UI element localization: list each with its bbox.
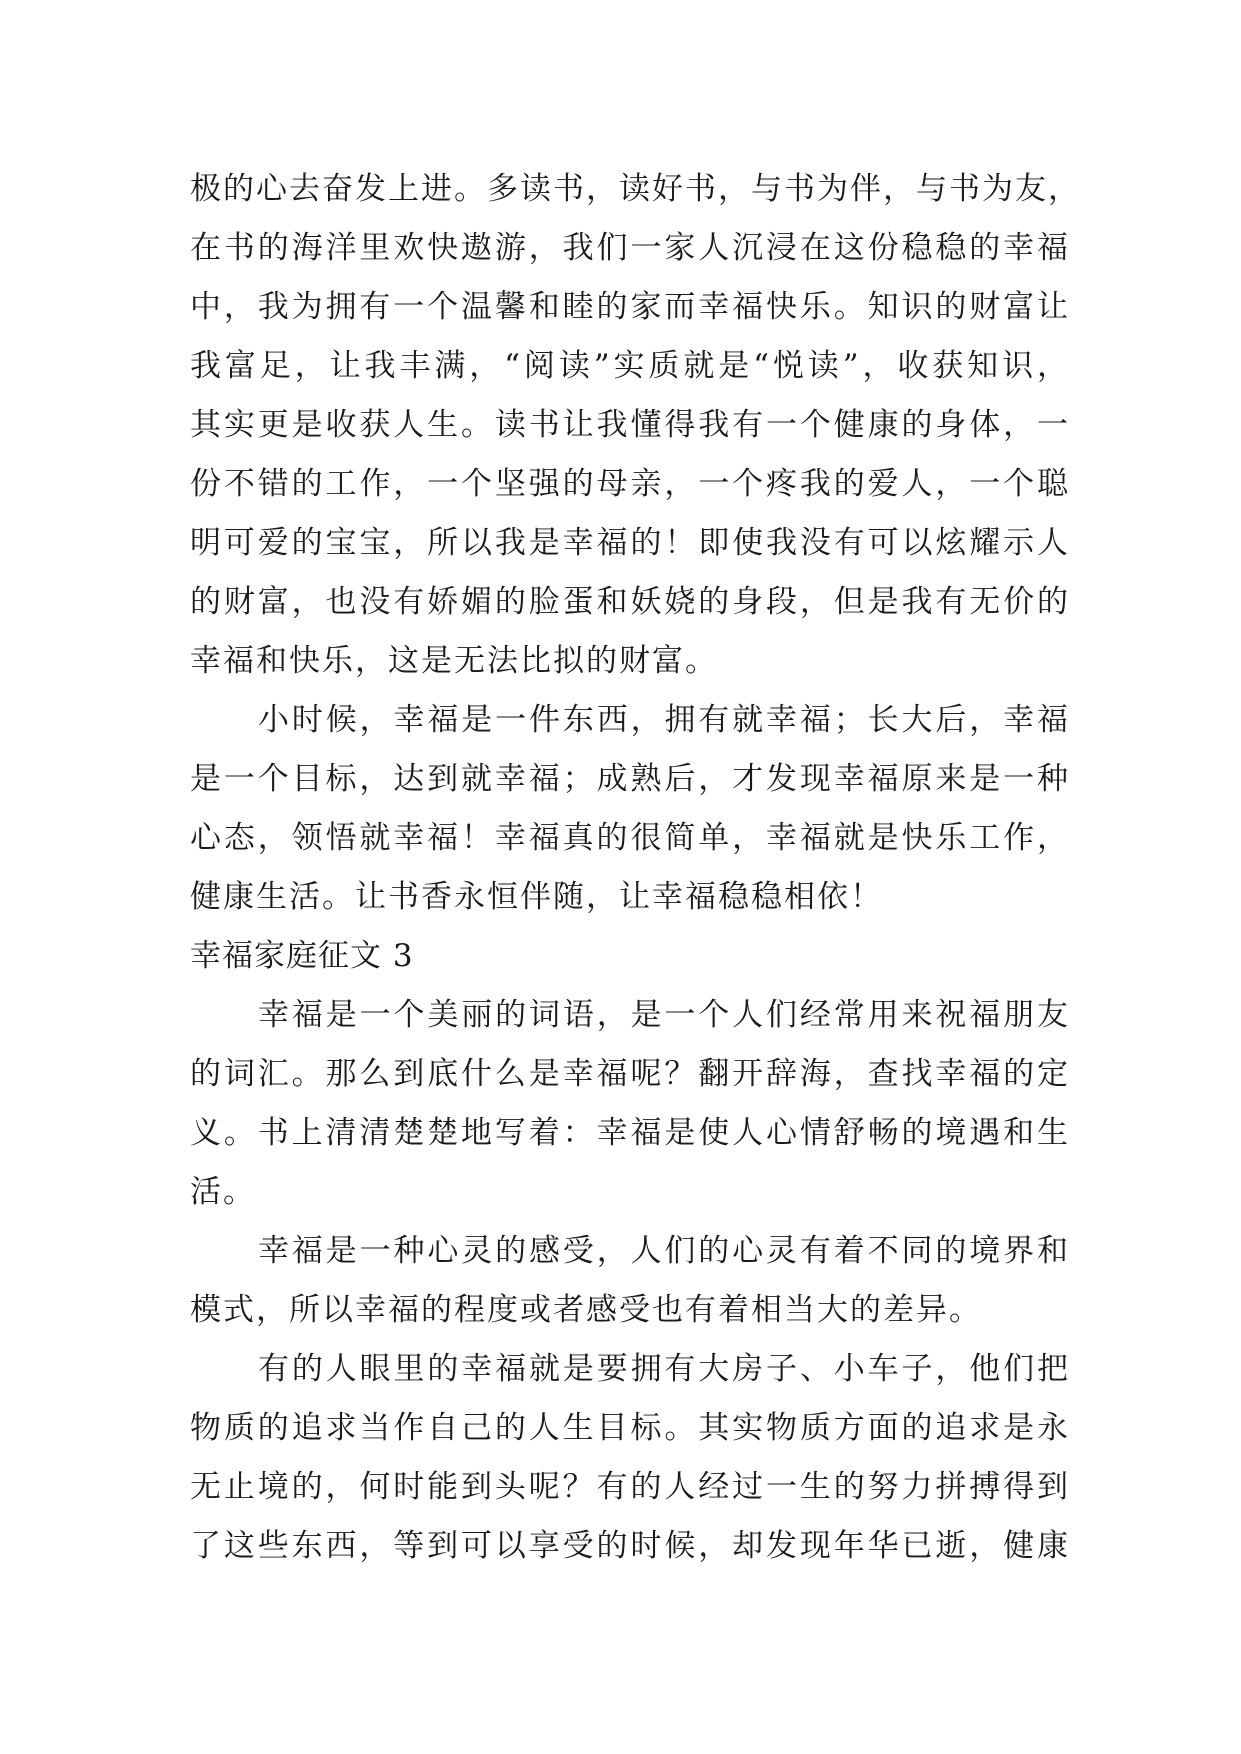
text-line: 心态，领悟就幸福！幸福真的很简单，幸福就是快乐工作， — [190, 820, 1070, 856]
text-line: 极的心去奋发上进。多读书，读好书，与书为伴，与书为友， — [190, 171, 1081, 207]
document-body — [190, 160, 1081, 1576]
text-line: 物质的追求当作自己的人生目标。其实物质方面的追求是永 — [190, 1410, 1070, 1446]
text-line: 中，我为拥有一个温馨和睦的家而幸福快乐。知识的财富让 — [190, 289, 1070, 325]
text-line: 活。 — [190, 1174, 256, 1210]
text-line: 明可爱的宝宝，所以我是幸福的！即使我没有可以炫耀示人 — [190, 525, 1070, 561]
text-line: 无止境的，何时能到头呢？有的人经过一生的努力拼搏得到 — [190, 1469, 1070, 1505]
text-line: 是一个目标，达到就幸福；成熟后，才发现幸福原来是一种 — [190, 761, 1070, 797]
text-line: 健康生活。让书香永恒伴随，让幸福稳稳相依！ — [190, 879, 883, 915]
text-line: 模式，所以幸福的程度或者感受也有着相当大的差异。 — [190, 1292, 982, 1328]
text-line: 的财富，也没有娇媚的脸蛋和妖娆的身段，但是我有无价的 — [190, 584, 1070, 620]
text-line: 幸福是一种心灵的感受，人们的心灵有着不同的境界和 — [258, 1233, 1070, 1269]
text-line: 我富足，让我丰满，“阅读”实质就是“悦读”，收获知识， — [190, 348, 1070, 384]
text-line: 义。书上清清楚楚地写着：幸福是使人心情舒畅的境遇和生 — [190, 1115, 1070, 1151]
text-line: 幸福是一个美丽的词语，是一个人们经常用来祝福朋友 — [258, 997, 1070, 1033]
text-line: 其实更是收获人生。读书让我懂得我有一个健康的身体，一 — [190, 407, 1070, 443]
text-line: 了这些东西，等到可以享受的时候，却发现年华已逝，健康 — [190, 1528, 1070, 1564]
section-heading: 幸福家庭征文 3 — [190, 938, 414, 974]
text-line: 在书的海洋里欢快遨游，我们一家人沉浸在这份稳稳的幸福 — [190, 230, 1070, 266]
text-line: 幸福和快乐，这是无法比拟的财富。 — [190, 643, 718, 679]
text-line: 有的人眼里的幸福就是要拥有大房子、小车子，他们把 — [258, 1351, 1070, 1387]
text-line: 份不错的工作，一个坚强的母亲，一个疼我的爱人，一个聪 — [190, 466, 1070, 502]
text-line: 的词汇。那么到底什么是幸福呢？翻开辞海，查找幸福的定 — [190, 1056, 1070, 1092]
text-line: 小时候，幸福是一件东西，拥有就幸福；长大后，幸福 — [258, 702, 1070, 738]
